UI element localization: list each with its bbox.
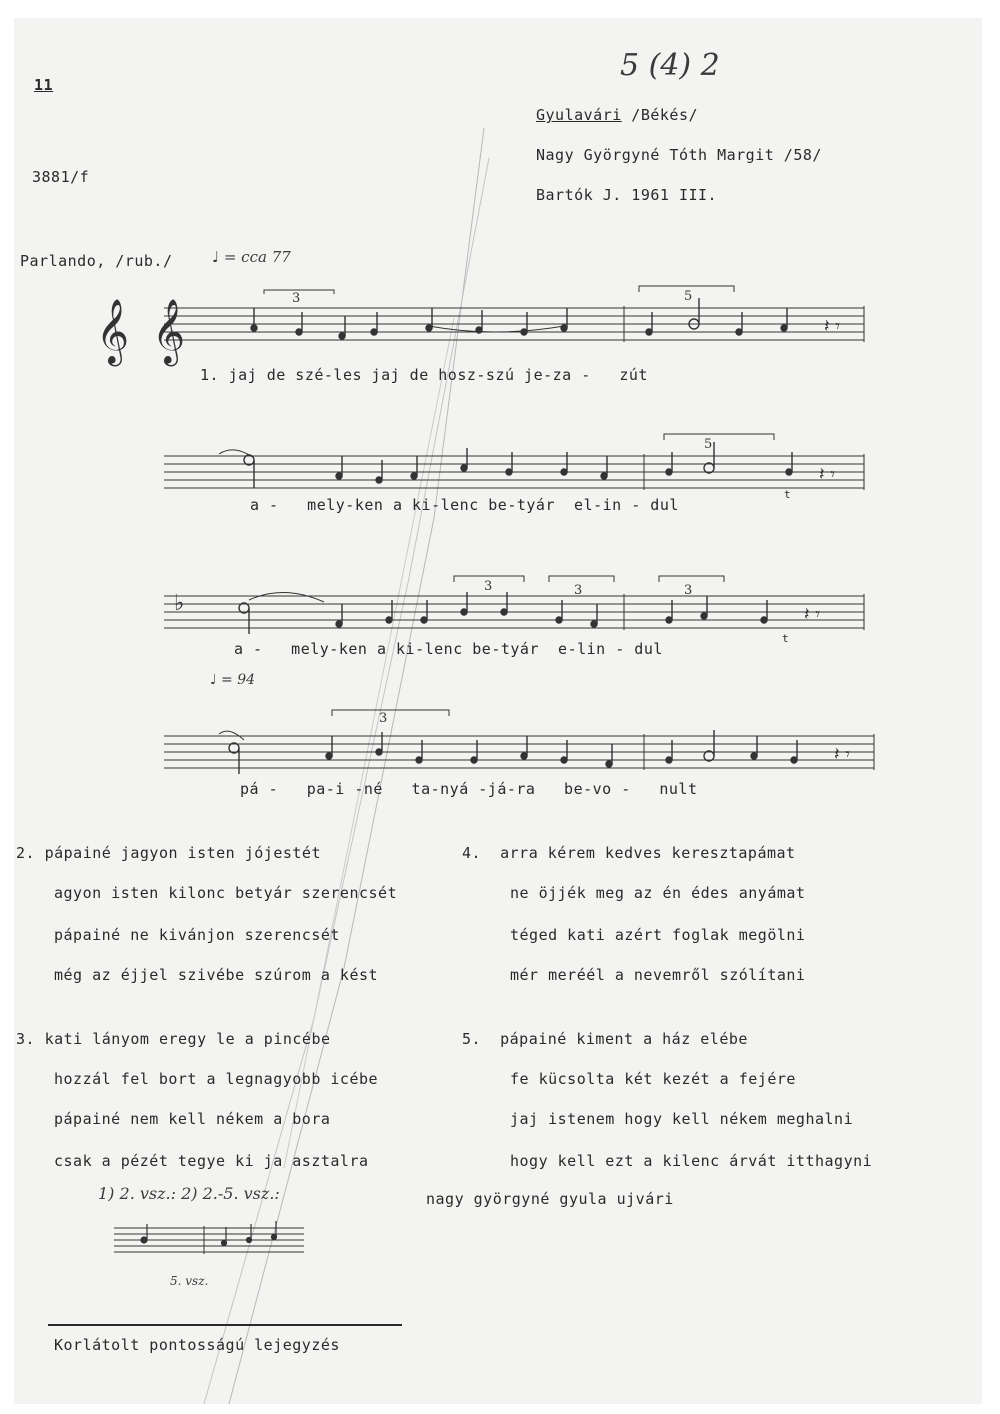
footer-divider <box>48 1324 402 1326</box>
lyrics-line-2: a - mely-ken a ki-lenc be-tyár el-in - dul <box>250 496 679 514</box>
svg-text:3: 3 <box>292 291 301 306</box>
footnote-variants: 1) 2. vsz.: 2) 2.-5. vsz.: <box>98 1184 280 1203</box>
verse-line: hogy kell ezt a kilenc árvát itthagyni <box>510 1152 873 1170</box>
tempo-metronome: ♩ = cca 77 <box>212 248 291 266</box>
svg-text:𝄽 𝄾: 𝄽 𝄾 <box>819 464 836 485</box>
footer-note: Korlátolt pontosságú lejegyzés <box>54 1336 340 1354</box>
verse-line: még az éjjel szivébe szúrom a kést <box>54 966 379 984</box>
svg-text:5: 5 <box>704 437 713 452</box>
svg-text:𝄽 𝄾: 𝄽 𝄾 <box>804 604 821 625</box>
svg-text:3: 3 <box>379 711 388 726</box>
footnote-verse-ref: 5. vsz. <box>170 1274 209 1288</box>
svg-text:3: 3 <box>684 583 693 598</box>
singer-info: Nagy Györgyné Tóth Margit /58/ <box>536 146 822 164</box>
verse-line: pápainé ne kivánjon szerencsét <box>54 926 340 944</box>
document-page <box>14 18 982 1404</box>
verse-line: agyon isten kilonc betyár szerencsét <box>54 884 398 902</box>
verse-line: fe kücsolta két kezét a fejére <box>510 1070 796 1088</box>
verse-line: jaj istenem hogy kell nékem meghalni <box>510 1110 854 1128</box>
footnote-staff <box>114 1218 314 1268</box>
handwritten-reference: 5 (4) 2 <box>620 48 720 83</box>
svg-text:3: 3 <box>574 583 583 598</box>
verse-line: 3. kati lányom eregy le a pincébe <box>16 1030 331 1048</box>
verse-line: 2. pápainé jagyon isten jójestét <box>16 844 321 862</box>
svg-text:𝄽 𝄾: 𝄽 𝄾 <box>824 316 841 337</box>
lyrics-line-1: 1. jaj de szé-les jaj de hosz-szú je-za - zút <box>200 366 648 384</box>
svg-text:5: 5 <box>684 289 693 304</box>
signature-line: nagy györgyné gyula ujvári <box>426 1190 674 1208</box>
lyrics-line-2-mark: t <box>784 488 792 501</box>
svg-text:♭: ♭ <box>174 591 185 616</box>
svg-text:3: 3 <box>484 579 493 594</box>
svg-text:𝄞: 𝄞 <box>96 299 130 364</box>
catalog-number: 3881/f <box>32 168 90 186</box>
lyrics-line-4: pá - pa-i -né ta-nyá -já-ra be-vo - nult <box>240 780 698 798</box>
collector-info: Bartók J. 1961 III. <box>536 186 718 204</box>
svg-text:𝄞: 𝄞 <box>152 299 186 364</box>
verse-line: téged kati azért foglak megölni <box>510 926 806 944</box>
tempo-marking: Parlando, /rub./ <box>20 252 173 270</box>
verse-line: 4. arra kérem kedves keresztapámat <box>462 844 796 862</box>
verse-line: 5. pápainé kiment a ház elébe <box>462 1030 748 1048</box>
svg-text:𝄽 𝄾: 𝄽 𝄾 <box>834 744 851 765</box>
lyrics-line-3-mark: t <box>782 632 790 645</box>
place-name: Gyulavári <box>536 106 622 124</box>
verse-line: mér meréél a nevemről szólítani <box>510 966 806 984</box>
tempo-change: ♩ = 94 <box>210 672 256 688</box>
verse-line: ne öjjék meg az én édes anyámat <box>510 884 806 902</box>
verse-line: pápainé nem kell nékem a bora <box>54 1110 331 1128</box>
page-number: 11 <box>34 76 54 94</box>
verse-line: hozzál fel bort a legnagyobb icébe <box>54 1070 379 1088</box>
lyrics-line-3: a - mely-ken a ki-lenc be-tyár e-lin - dul <box>234 640 663 658</box>
collection-place <box>536 106 698 124</box>
region-name: /Békés/ <box>621 106 699 124</box>
verse-line: csak a pézét tegye ki ja asztalra <box>54 1152 369 1170</box>
